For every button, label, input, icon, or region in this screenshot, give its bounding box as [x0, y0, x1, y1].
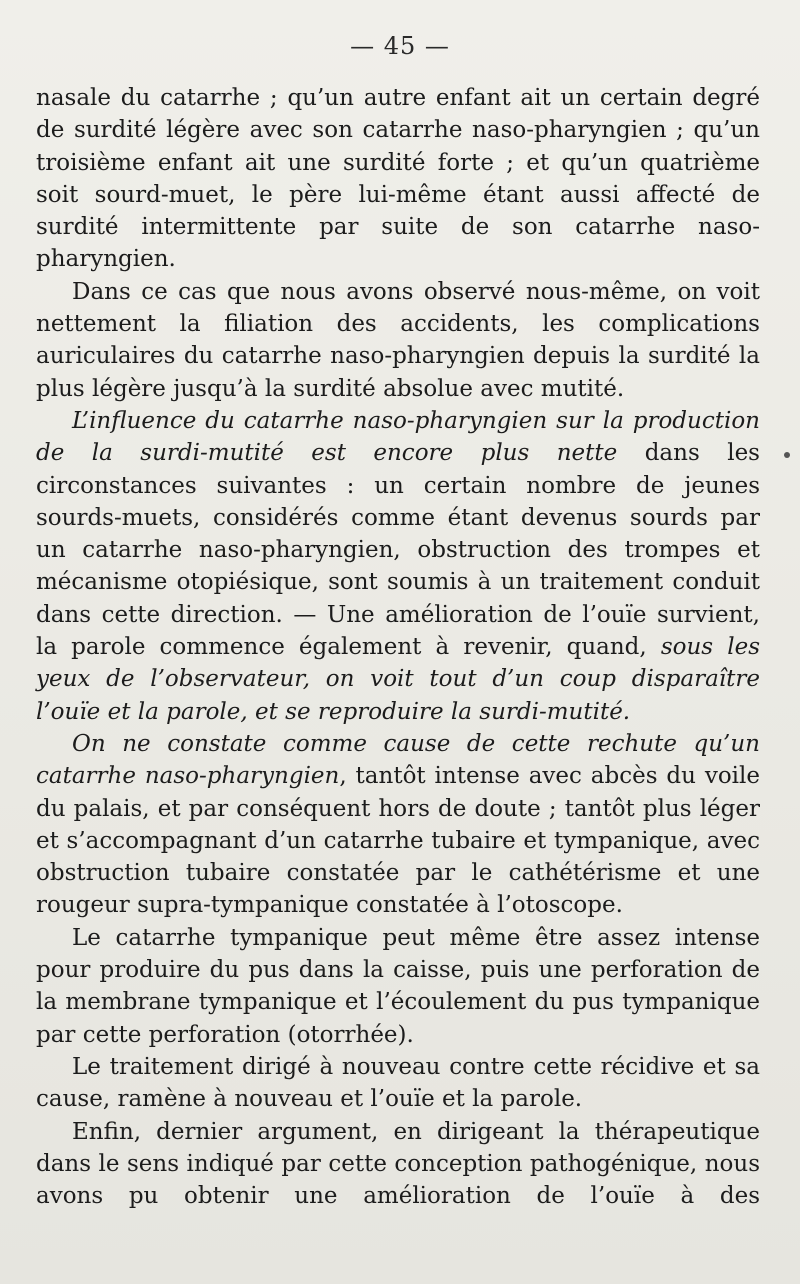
paragraph-2: [36, 276, 760, 405]
paragraph-3-text: dans les circonstances suivantes : un certain nombre de jeunes sourds-muets, considérés comme étant devenus sourds par un catarrhe naso-pharyngien, obstruction des trompes et mécanisme otopiésique, sont soumis à un traitement conduit dans cette direction. — Une amélioration de l’ouïe survient, la parole commence également à revenir, quand,: [36, 440, 760, 661]
margin-ink-mark: [784, 452, 790, 458]
paragraph-4: [36, 728, 760, 922]
paragraph-3-italic-lead: L’influence du catarrhe naso-pharyngien sur la production de la surdi-mutité est encore plus nette: [36, 407, 760, 467]
paragraph-1: [36, 82, 760, 276]
paragraph-5-text: Le catarrhe tympanique peut même être assez intense pour produire du pus dans la caisse, puis une perforation de la membrane tympanique et l’écoulement du pus tympanique par cette perforation (otorrhée).: [36, 924, 760, 1048]
paragraph-3-italic-tail: sous les yeux de l’observateur, on voit tout d’un coup disparaître l’ouïe et la parole, et se reproduire la surdi-mutité.: [36, 634, 760, 725]
paragraph-6: [36, 1051, 760, 1116]
paragraph-7-text: Enfin, dernier argument, en dirigeant la thérapeutique dans le sens indiqué par cette conception pathogénique, nous avons pu obtenir une amélioration de l’ouïe à des: [36, 1118, 760, 1210]
body-text: [36, 82, 760, 1212]
paragraph-7: [36, 1116, 760, 1213]
paragraph-4-italic-lead: On ne constate comme cause de cette rechute qu’un catarrhe naso-pharyngien: [36, 730, 760, 790]
paragraph-3: [36, 405, 760, 728]
page-number: — 45 —: [350, 32, 450, 60]
paragraph-2-text: Dans ce cas que nous avons observé nous-même, on voit nettement la filiation des accidents, les complications auriculaires du catarrhe naso-pharyngien depuis la surdité la plus légère jusqu’à la surdité absolue avec mutité.: [36, 278, 760, 402]
paragraph-4-text: , tantôt intense avec abcès du voile du palais, et par conséquent hors de doute ; tantôt plus léger et s’accompagnant d’un catarrhe tubaire et tympanique, avec obstruction tubaire constatée par le cathétérisme et une rougeur supra-tympanique constatée à l’otoscope.: [36, 763, 760, 919]
paragraph-6-text: Le traitement dirigé à nouveau contre cette récidive et sa cause, ramène à nouveau et l’ouïe et la parole.: [36, 1053, 760, 1113]
paragraph-1-text: nasale du catarrhe ; qu’un autre enfant ait un certain degré de surdité légère avec son catarrhe naso-pharyngien ; qu’un troisième enfant ait une surdité forte ; et qu’un quatrième soit sourd-muet, le père lui-même étant aussi affecté de surdité intermittente par suite de son catarrhe naso-pharyngien.: [36, 85, 760, 273]
paragraph-5: [36, 922, 760, 1051]
